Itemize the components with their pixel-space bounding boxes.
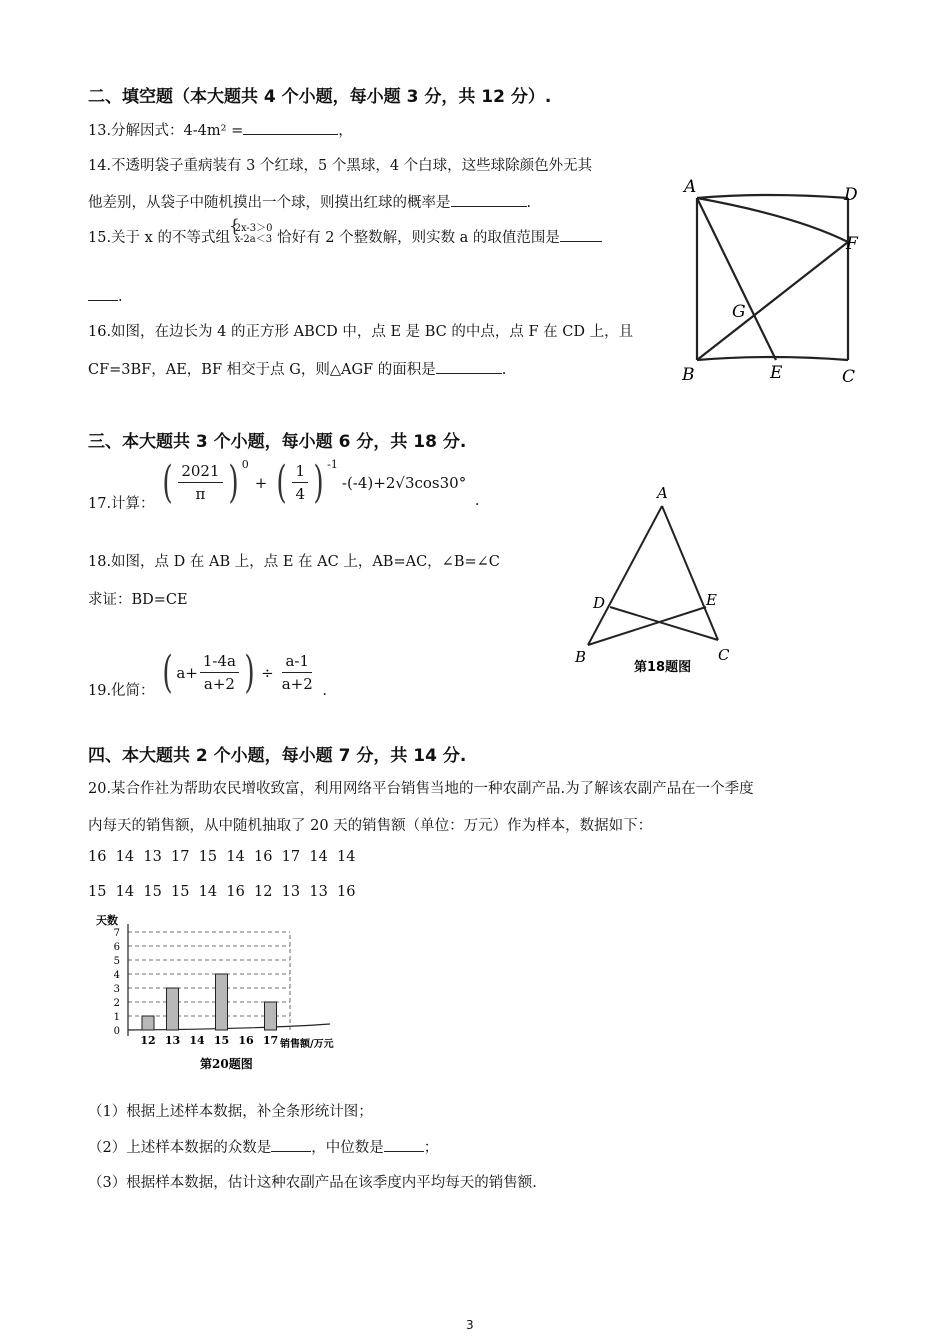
question-20-sub3: （3）根据样本数据，估计这种农副产品在该季度内平均每天的销售额. (88, 1175, 537, 1191)
question-18-line1: 18.如图，点 D 在 AB 上，点 E 在 AC 上，AB=AC，∠B=∠C (88, 554, 500, 570)
q14-blank[interactable] (451, 192, 527, 207)
x-tick-label: 17 (262, 1034, 279, 1047)
label-G: G (732, 302, 746, 322)
label-C: C (718, 646, 730, 664)
bar-13 (167, 988, 179, 1030)
y-tick-label: 1 (113, 1012, 120, 1023)
label-F: F (846, 234, 858, 254)
question-18-line2: 求证：BD=CE (88, 592, 188, 608)
question-14-line1: 14.不透明袋子重病装有 3 个红球，5 个黑球，4 个白球，这些球除颜色外无其 (88, 158, 593, 174)
figure-20-chart (90, 910, 350, 1075)
section2-heading: 二、填空题（本大题共 4 个小题，每小题 3 分，共 12 分）. (88, 87, 552, 107)
x-tick-label: 16 (238, 1034, 254, 1047)
data-row-2: 15 14 15 15 14 16 12 13 13 16 (88, 884, 356, 900)
question-16-line2: CF=3BF，AE，BF 相交于点 G，则△AGF 的面积是 . (88, 358, 506, 379)
label-A: A (657, 484, 668, 502)
segment-CD (610, 607, 718, 640)
q17-expression: ( $\frac{2021}{\pi}$ ) 0 + ( $\frac{1}{4}$ ) -1 -(-4)+2√3cos30° (162, 456, 467, 508)
segment-BF (697, 242, 848, 360)
chart-title: 第20题图 (200, 1057, 253, 1071)
label-C: C (842, 367, 856, 387)
label-E: E (706, 591, 717, 609)
y-axis-label: 天数 (96, 914, 118, 927)
q19-expression: ( a+ $\frac{1-4a}{a+2}$ ) ÷ $\frac{a-1}{a+2}$ (162, 646, 313, 698)
question-20-line1: 20.某合作社为帮助农民增收致富，利用网络平台销售当地的一种农副产品.为了解该农副产品在一个季度 (88, 781, 754, 797)
bar-12 (142, 1016, 154, 1030)
label-E: E (770, 363, 783, 383)
question-17: 17.计算： ( $\frac{2021}{\pi}$ ) 0 + ( $\frac{1}{4}$ ) -1 -(-4)+2√3cos30° . (88, 456, 480, 512)
label-B: B (682, 365, 695, 385)
median-blank[interactable] (384, 1137, 424, 1152)
y-tick-label: 0 (113, 1026, 120, 1037)
mode-blank[interactable] (271, 1137, 311, 1152)
q15-inequality-system: { 2x-3＞0 x-2a＜3 (228, 216, 273, 245)
q13-blank[interactable] (243, 120, 338, 135)
question-14-line2: 他差别，从袋子中随机摸出一个球，则摸出红球的概率是 . (88, 191, 531, 212)
y-tick-label: 2 (113, 998, 120, 1009)
figure-16 (676, 172, 866, 387)
segment-AE (697, 198, 776, 360)
q15-blank-a[interactable] (560, 227, 602, 242)
chart-marks (114, 924, 330, 1047)
question-13: 13.分解因式：4-4m² = ， (88, 119, 353, 140)
brace-icon: { (228, 216, 241, 237)
x-axis (128, 1024, 330, 1030)
question-20-line2: 内每天的销售额，从中随机抽取了 20 天的销售额（单位：万元）作为样本，数据如下： (88, 818, 653, 834)
question-16-line1: 16.如图，在边长为 4 的正方形 ABCD 中，点 E 是 BC 的中点，点 F 在 CD 上，且 (88, 324, 634, 340)
label-A: A (684, 177, 697, 197)
x-tick-label: 14 (189, 1034, 205, 1047)
side-AC (662, 506, 718, 640)
page-number: 3 (466, 1318, 474, 1332)
figure-18 (566, 482, 746, 682)
bar-17 (265, 1002, 277, 1030)
label-D: D (844, 185, 858, 205)
x-tick-label: 15 (213, 1034, 230, 1047)
y-tick-label: 3 (113, 984, 120, 995)
question-20-sub2: （2）上述样本数据的众数是 ，中位数是 ； (88, 1136, 438, 1157)
segment-AF (697, 198, 848, 242)
question-19: 19.化简： ( a+ $\frac{1-4a}{a+2}$ ) ÷ $\frac{a-1}{a+2}$ . (88, 646, 327, 699)
x-tick-label: 13 (164, 1034, 181, 1047)
q15-blank-b[interactable] (88, 286, 118, 301)
data-row-1: 16 14 13 17 15 14 16 17 14 14 (88, 849, 356, 865)
figure18-caption: 第18题图 (634, 660, 692, 675)
section3-heading: 三、本大题共 3 个小题，每小题 6 分，共 18 分. (88, 432, 467, 452)
side-AD (697, 195, 848, 198)
label-D: D (593, 594, 606, 612)
y-tick-label: 6 (113, 942, 120, 953)
side-BC (697, 357, 848, 360)
question-15-line2: . (88, 286, 123, 305)
question-20-sub1: （1）根据上述样本数据，补全条形统计图； (88, 1104, 373, 1120)
question-15-line1: 15.关于 x 的不等式组 { 2x-3＞0 x-2a＜3 恰好有 2 个整数解，则实数 a 的取值范围是 (88, 226, 602, 249)
y-tick-label: 4 (113, 970, 120, 981)
y-tick-label: 7 (113, 928, 120, 939)
x-tick-label: 12 (140, 1034, 156, 1047)
label-B: B (575, 648, 587, 666)
bar-15 (216, 974, 228, 1030)
q16-blank[interactable] (436, 359, 502, 374)
y-tick-label: 5 (113, 956, 120, 967)
x-axis-label: 销售额/万元 (280, 1039, 334, 1050)
section4-heading: 四、本大题共 2 个小题，每小题 7 分，共 14 分. (88, 746, 467, 766)
